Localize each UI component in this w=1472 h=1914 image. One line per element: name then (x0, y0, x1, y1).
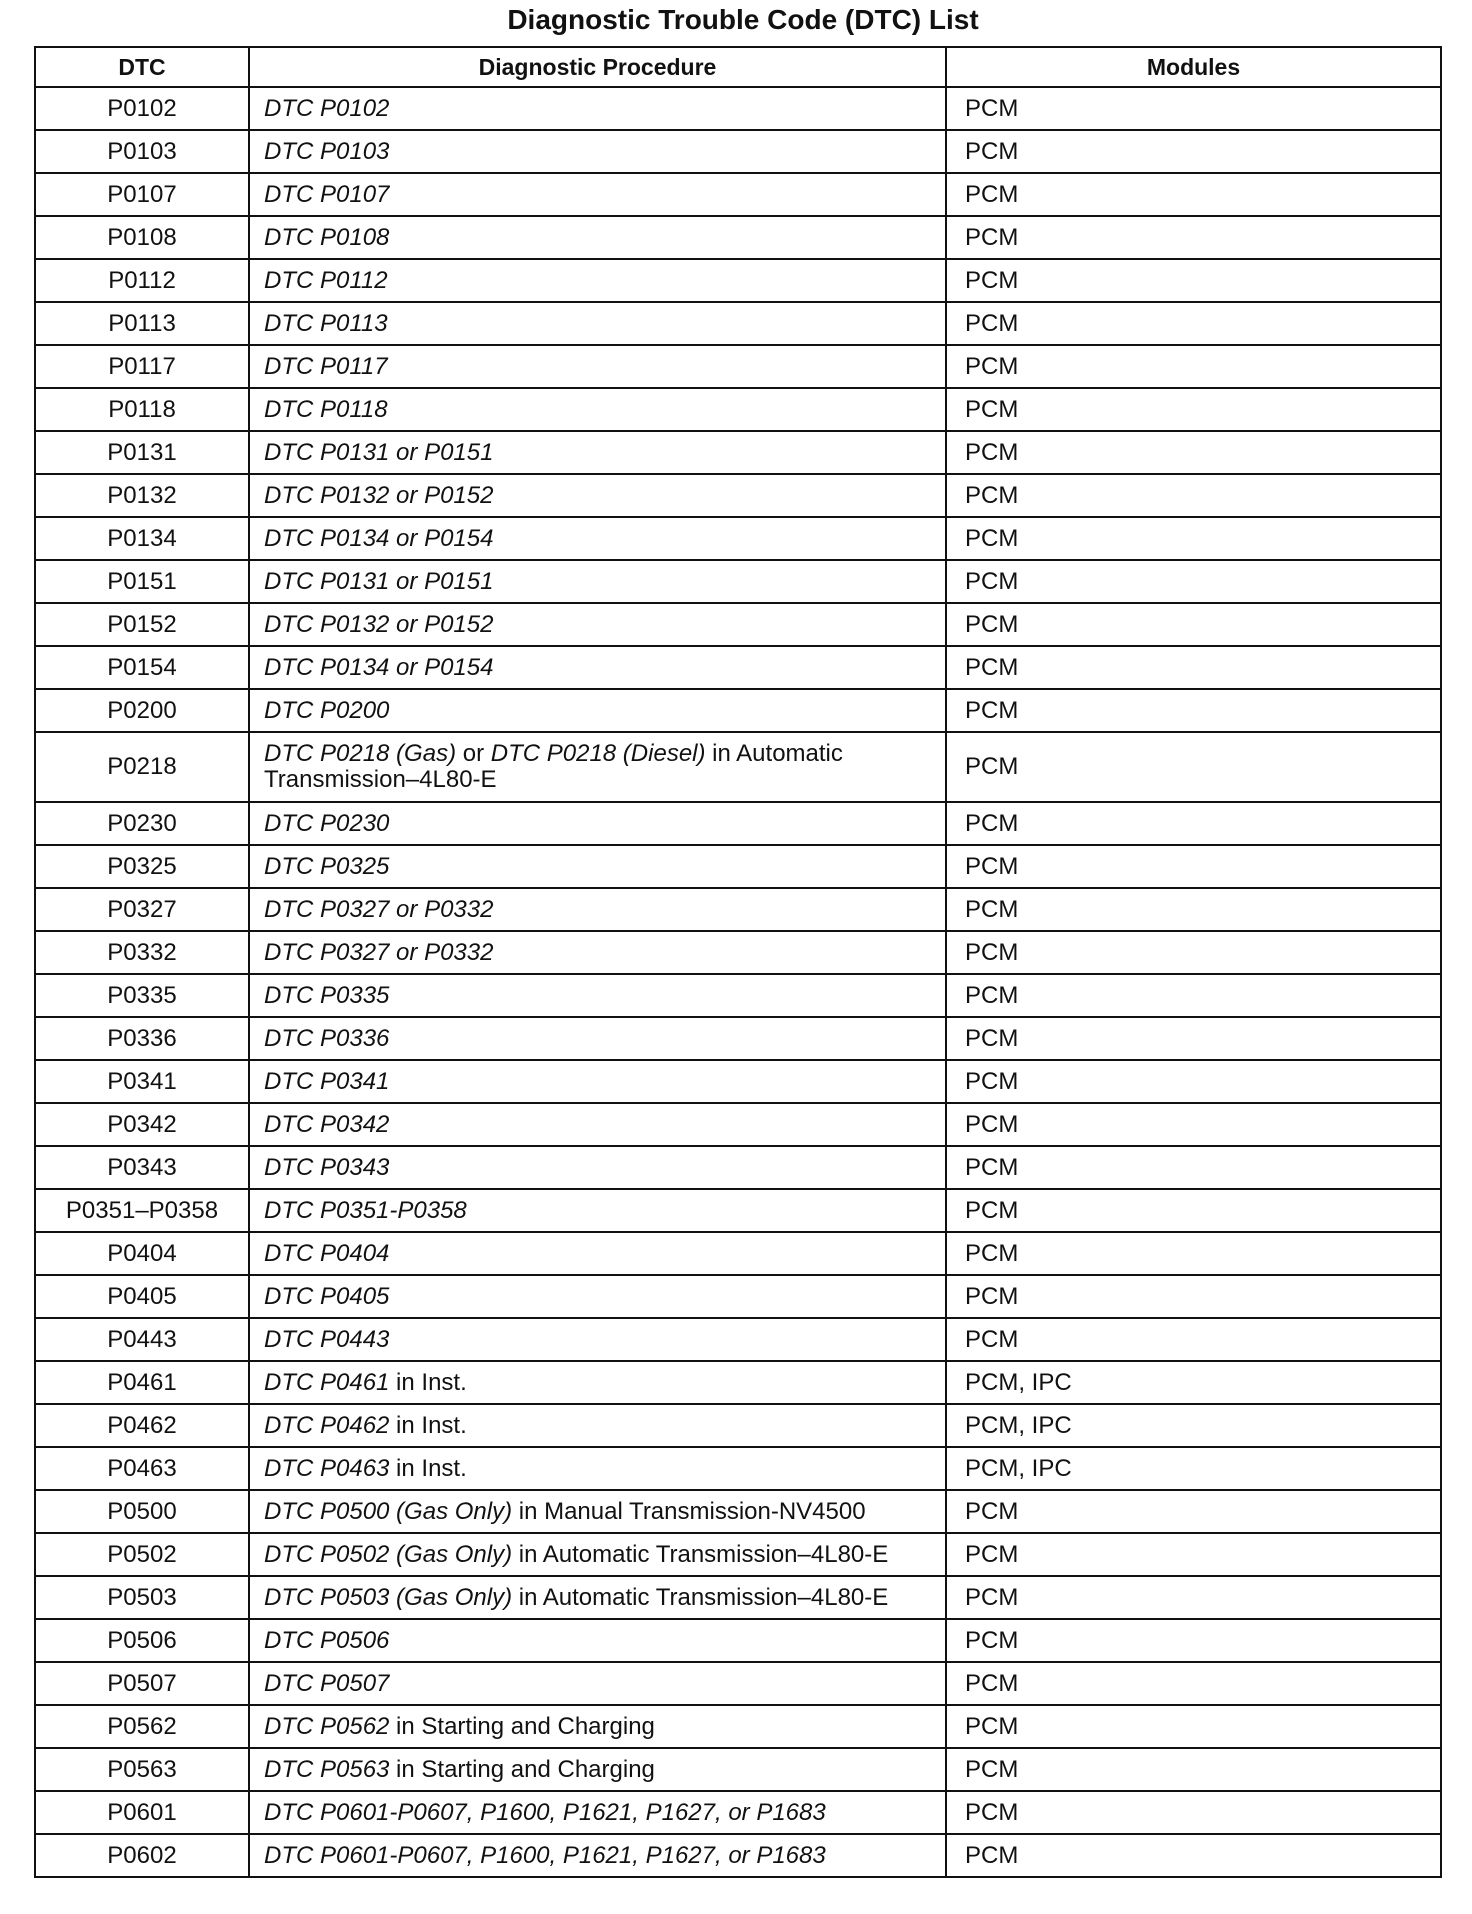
modules-cell: PCM, IPC (946, 1404, 1441, 1447)
procedure-reference: DTC P0506 (264, 1626, 390, 1654)
procedure-cell (249, 1619, 946, 1662)
dtc-cell: P0341 (35, 1060, 249, 1103)
procedure-cell (249, 1748, 946, 1791)
procedure-reference: DTC P0562 (264, 1712, 390, 1740)
modules-cell: PCM (946, 130, 1441, 173)
dtc-cell: P0103 (35, 130, 249, 173)
procedure-reference: DTC P0405 (264, 1282, 390, 1310)
dtc-cell: P0462 (35, 1404, 249, 1447)
procedure-cell (249, 1404, 946, 1447)
dtc-cell: P0404 (35, 1232, 249, 1275)
procedure-reference: DTC P0218 (Gas) (264, 740, 457, 767)
dtc-cell: P0117 (35, 345, 249, 388)
table-row (35, 1533, 1441, 1576)
dtc-cell: P0112 (35, 259, 249, 302)
dtc-cell: P0108 (35, 216, 249, 259)
modules-cell: PCM (946, 1490, 1441, 1533)
modules-cell: PCM (946, 388, 1441, 431)
dtc-cell: P0500 (35, 1490, 249, 1533)
procedure-cell (249, 1662, 946, 1705)
modules-cell: PCM (946, 474, 1441, 517)
procedure-cell (249, 173, 946, 216)
modules-cell: PCM (946, 216, 1441, 259)
procedure-cell (249, 1232, 946, 1275)
procedure-cell (249, 689, 946, 732)
modules-cell: PCM (946, 517, 1441, 560)
modules-cell: PCM (946, 1146, 1441, 1189)
table-row (35, 130, 1441, 173)
procedure-reference: DTC P0462 (264, 1411, 390, 1439)
dtc-cell: P0601 (35, 1791, 249, 1834)
procedure-reference: DTC P0351-P0358 (264, 1196, 467, 1224)
dtc-cell: P0405 (35, 1275, 249, 1318)
table-row (35, 1791, 1441, 1834)
procedure-reference: DTC P0336 (264, 1024, 390, 1052)
procedure-reference: DTC P0131 or P0151 (264, 567, 494, 595)
modules-cell: PCM (946, 732, 1441, 802)
dtc-cell: P0131 (35, 431, 249, 474)
procedure-reference: DTC P0200 (264, 696, 390, 724)
procedure-cell (249, 302, 946, 345)
dtc-cell: P0336 (35, 1017, 249, 1060)
dtc-cell: P0506 (35, 1619, 249, 1662)
dtc-cell: P0342 (35, 1103, 249, 1146)
table-row (35, 1275, 1441, 1318)
table-row (35, 1361, 1441, 1404)
procedure-reference: DTC P0103 (264, 137, 390, 165)
procedure-text: in Automatic Transmission–4L80-E (512, 1540, 889, 1568)
table-row (35, 173, 1441, 216)
procedure-reference: DTC P0342 (264, 1110, 390, 1138)
table-row (35, 259, 1441, 302)
table-row (35, 689, 1441, 732)
dtc-cell: P0503 (35, 1576, 249, 1619)
procedure-reference: DTC P0341 (264, 1067, 390, 1095)
procedure-cell (249, 259, 946, 302)
dtc-cell: P0134 (35, 517, 249, 560)
dtc-table (34, 46, 1442, 1878)
modules-cell: PCM (946, 431, 1441, 474)
procedure-cell (249, 732, 946, 802)
procedure-reference: DTC P0102 (264, 94, 390, 122)
modules-cell: PCM (946, 603, 1441, 646)
procedure-text: in Automatic Transmission–4L80-E (512, 1583, 889, 1611)
table-row (35, 845, 1441, 888)
dtc-cell: P0335 (35, 974, 249, 1017)
table-row (35, 517, 1441, 560)
procedure-cell (249, 560, 946, 603)
procedure-reference: DTC P0218 (Diesel) (490, 740, 706, 767)
modules-cell: PCM (946, 1705, 1441, 1748)
dtc-cell: P0443 (35, 1318, 249, 1361)
procedure-reference: DTC P0500 (Gas Only) (264, 1497, 513, 1525)
table-row (35, 388, 1441, 431)
modules-cell: PCM, IPC (946, 1361, 1441, 1404)
dtc-cell: P0132 (35, 474, 249, 517)
dtc-cell: P0113 (35, 302, 249, 345)
table-row (35, 345, 1441, 388)
dtc-cell: P0351–P0358 (35, 1189, 249, 1232)
table-row (35, 1748, 1441, 1791)
modules-cell: PCM (946, 1318, 1441, 1361)
modules-cell: PCM (946, 1189, 1441, 1232)
table-row (35, 1060, 1441, 1103)
procedure-cell (249, 1576, 946, 1619)
procedure-text: or (456, 740, 491, 767)
modules-cell: PCM (946, 1662, 1441, 1705)
table-row (35, 1576, 1441, 1619)
procedure-reference: DTC P0230 (264, 809, 390, 837)
procedure-cell (249, 603, 946, 646)
table-row (35, 1146, 1441, 1189)
dtc-cell: P0562 (35, 1705, 249, 1748)
table-row (35, 216, 1441, 259)
procedure-reference: DTC P0325 (264, 852, 390, 880)
procedure-reference: DTC P0343 (264, 1153, 390, 1181)
table-row (35, 974, 1441, 1017)
procedure-reference: DTC P0117 (264, 352, 388, 380)
procedure-text: in Starting and Charging (389, 1712, 655, 1740)
table-row (35, 87, 1441, 130)
procedure-cell (249, 1361, 946, 1404)
page-title: Diagnostic Trouble Code (DTC) List (507, 4, 979, 35)
procedure-cell (249, 1189, 946, 1232)
table-row (35, 1318, 1441, 1361)
dtc-cell: P0200 (35, 689, 249, 732)
table-row (35, 431, 1441, 474)
modules-cell: PCM (946, 1017, 1441, 1060)
procedure-cell (249, 1146, 946, 1189)
modules-cell: PCM (946, 931, 1441, 974)
modules-cell: PCM (946, 259, 1441, 302)
procedure-cell (249, 388, 946, 431)
modules-cell: PCM (946, 302, 1441, 345)
modules-cell: PCM (946, 1619, 1441, 1662)
procedure-reference: DTC P0461 (264, 1368, 390, 1396)
table-row (35, 474, 1441, 517)
modules-cell: PCM, IPC (946, 1447, 1441, 1490)
procedure-cell (249, 517, 946, 560)
procedure-cell (249, 216, 946, 259)
modules-cell: PCM (946, 845, 1441, 888)
procedure-cell (249, 1533, 946, 1576)
procedure-cell (249, 845, 946, 888)
procedure-reference: DTC P0134 or P0154 (264, 653, 494, 681)
modules-cell: PCM (946, 802, 1441, 845)
modules-cell: PCM (946, 1060, 1441, 1103)
modules-cell: PCM (946, 1103, 1441, 1146)
procedure-cell (249, 431, 946, 474)
procedure-reference: DTC P0601-P0607, P1600, P1621, P1627, or P1683 (264, 1798, 826, 1826)
table-row (35, 1662, 1441, 1705)
column-header-dtc: DTC (35, 47, 249, 87)
procedure-text: in Manual Transmission-NV4500 (512, 1497, 866, 1525)
procedure-cell (249, 1791, 946, 1834)
table-row (35, 802, 1441, 845)
procedure-cell (249, 1275, 946, 1318)
dtc-cell: P0463 (35, 1447, 249, 1490)
procedure-cell (249, 1060, 946, 1103)
table-header-row (35, 47, 1441, 87)
modules-cell: PCM (946, 1834, 1441, 1877)
procedure-cell (249, 1705, 946, 1748)
modules-cell: PCM (946, 1576, 1441, 1619)
procedure-reference: DTC P0503 (Gas Only) (264, 1583, 513, 1611)
table-row (35, 1490, 1441, 1533)
procedure-reference: DTC P0601-P0607, P1600, P1621, P1627, or P1683 (264, 1841, 826, 1869)
procedure-cell (249, 931, 946, 974)
procedure-cell (249, 1834, 946, 1877)
procedure-cell (249, 1490, 946, 1533)
procedure-reference: DTC P0443 (264, 1325, 390, 1353)
dtc-cell: P0152 (35, 603, 249, 646)
modules-cell: PCM (946, 646, 1441, 689)
table-row (35, 1834, 1441, 1877)
procedure-reference: DTC P0107 (264, 180, 390, 208)
table-row (35, 1232, 1441, 1275)
dtc-cell: P0563 (35, 1748, 249, 1791)
table-row (35, 1189, 1441, 1232)
table-row (35, 560, 1441, 603)
table-row (35, 1619, 1441, 1662)
procedure-cell (249, 1017, 946, 1060)
procedure-cell (249, 1447, 946, 1490)
procedure-reference: DTC P0335 (264, 981, 390, 1009)
table-row (35, 646, 1441, 689)
modules-cell: PCM (946, 345, 1441, 388)
dtc-cell: P0107 (35, 173, 249, 216)
modules-cell: PCM (946, 974, 1441, 1017)
table-row (35, 931, 1441, 974)
table-row (35, 302, 1441, 345)
modules-cell: PCM (946, 87, 1441, 130)
modules-cell: PCM (946, 689, 1441, 732)
procedure-reference: DTC P0327 or P0332 (264, 895, 494, 923)
dtc-cell: P0343 (35, 1146, 249, 1189)
dtc-cell: P0218 (35, 732, 249, 802)
table-row (35, 1103, 1441, 1146)
procedure-cell (249, 974, 946, 1017)
procedure-reference: DTC P0131 or P0151 (264, 438, 494, 466)
dtc-cell: P0151 (35, 560, 249, 603)
procedure-reference: DTC P0134 or P0154 (264, 524, 494, 552)
dtc-cell: P0461 (35, 1361, 249, 1404)
procedure-reference: DTC P0118 (264, 395, 388, 423)
table-row (35, 1404, 1441, 1447)
modules-cell: PCM (946, 1533, 1441, 1576)
procedure-reference: DTC P0113 (264, 309, 388, 337)
procedure-cell (249, 1318, 946, 1361)
procedure-text: in Automatic Transmission–4L80-E (264, 740, 843, 793)
dtc-cell: P0325 (35, 845, 249, 888)
table-row (35, 1447, 1441, 1490)
procedure-reference: DTC P0463 (264, 1454, 390, 1482)
procedure-cell (249, 802, 946, 845)
procedure-cell (249, 1103, 946, 1146)
procedure-reference: DTC P0502 (Gas Only) (264, 1540, 513, 1568)
modules-cell: PCM (946, 1232, 1441, 1275)
procedure-cell (249, 345, 946, 388)
procedure-reference: DTC P0132 or P0152 (264, 610, 494, 638)
table-row (35, 732, 1441, 802)
procedure-text: in Inst. (389, 1368, 467, 1396)
modules-cell: PCM (946, 173, 1441, 216)
dtc-cell: P0102 (35, 87, 249, 130)
table-row (35, 1705, 1441, 1748)
procedure-cell (249, 888, 946, 931)
modules-cell: PCM (946, 888, 1441, 931)
modules-cell: PCM (946, 1275, 1441, 1318)
procedure-reference: DTC P0112 (264, 266, 388, 294)
procedure-reference: DTC P0507 (264, 1669, 390, 1697)
table-row (35, 888, 1441, 931)
procedure-text: in Inst. (389, 1411, 467, 1439)
procedure-cell (249, 87, 946, 130)
procedure-reference: DTC P0327 or P0332 (264, 938, 494, 966)
dtc-cell: P0154 (35, 646, 249, 689)
table-row (35, 1017, 1441, 1060)
procedure-text: in Inst. (389, 1454, 467, 1482)
procedure-cell (249, 130, 946, 173)
procedure-reference: DTC P0404 (264, 1239, 390, 1267)
dtc-cell: P0502 (35, 1533, 249, 1576)
modules-cell: PCM (946, 560, 1441, 603)
procedure-reference: DTC P0108 (264, 223, 390, 251)
modules-cell: PCM (946, 1791, 1441, 1834)
procedure-reference: DTC P0563 (264, 1755, 390, 1783)
dtc-cell: P0230 (35, 802, 249, 845)
procedure-reference: DTC P0132 or P0152 (264, 481, 494, 509)
dtc-cell: P0332 (35, 931, 249, 974)
column-header-diagnostic-procedure: Diagnostic Procedure (249, 47, 946, 87)
dtc-cell: P0327 (35, 888, 249, 931)
procedure-cell (249, 474, 946, 517)
dtc-cell: P0118 (35, 388, 249, 431)
procedure-text: in Starting and Charging (389, 1755, 655, 1783)
modules-cell: PCM (946, 1748, 1441, 1791)
procedure-cell (249, 646, 946, 689)
dtc-cell: P0507 (35, 1662, 249, 1705)
dtc-cell: P0602 (35, 1834, 249, 1877)
table-row (35, 603, 1441, 646)
table-body (35, 87, 1441, 1877)
column-header-modules: Modules (946, 47, 1441, 87)
